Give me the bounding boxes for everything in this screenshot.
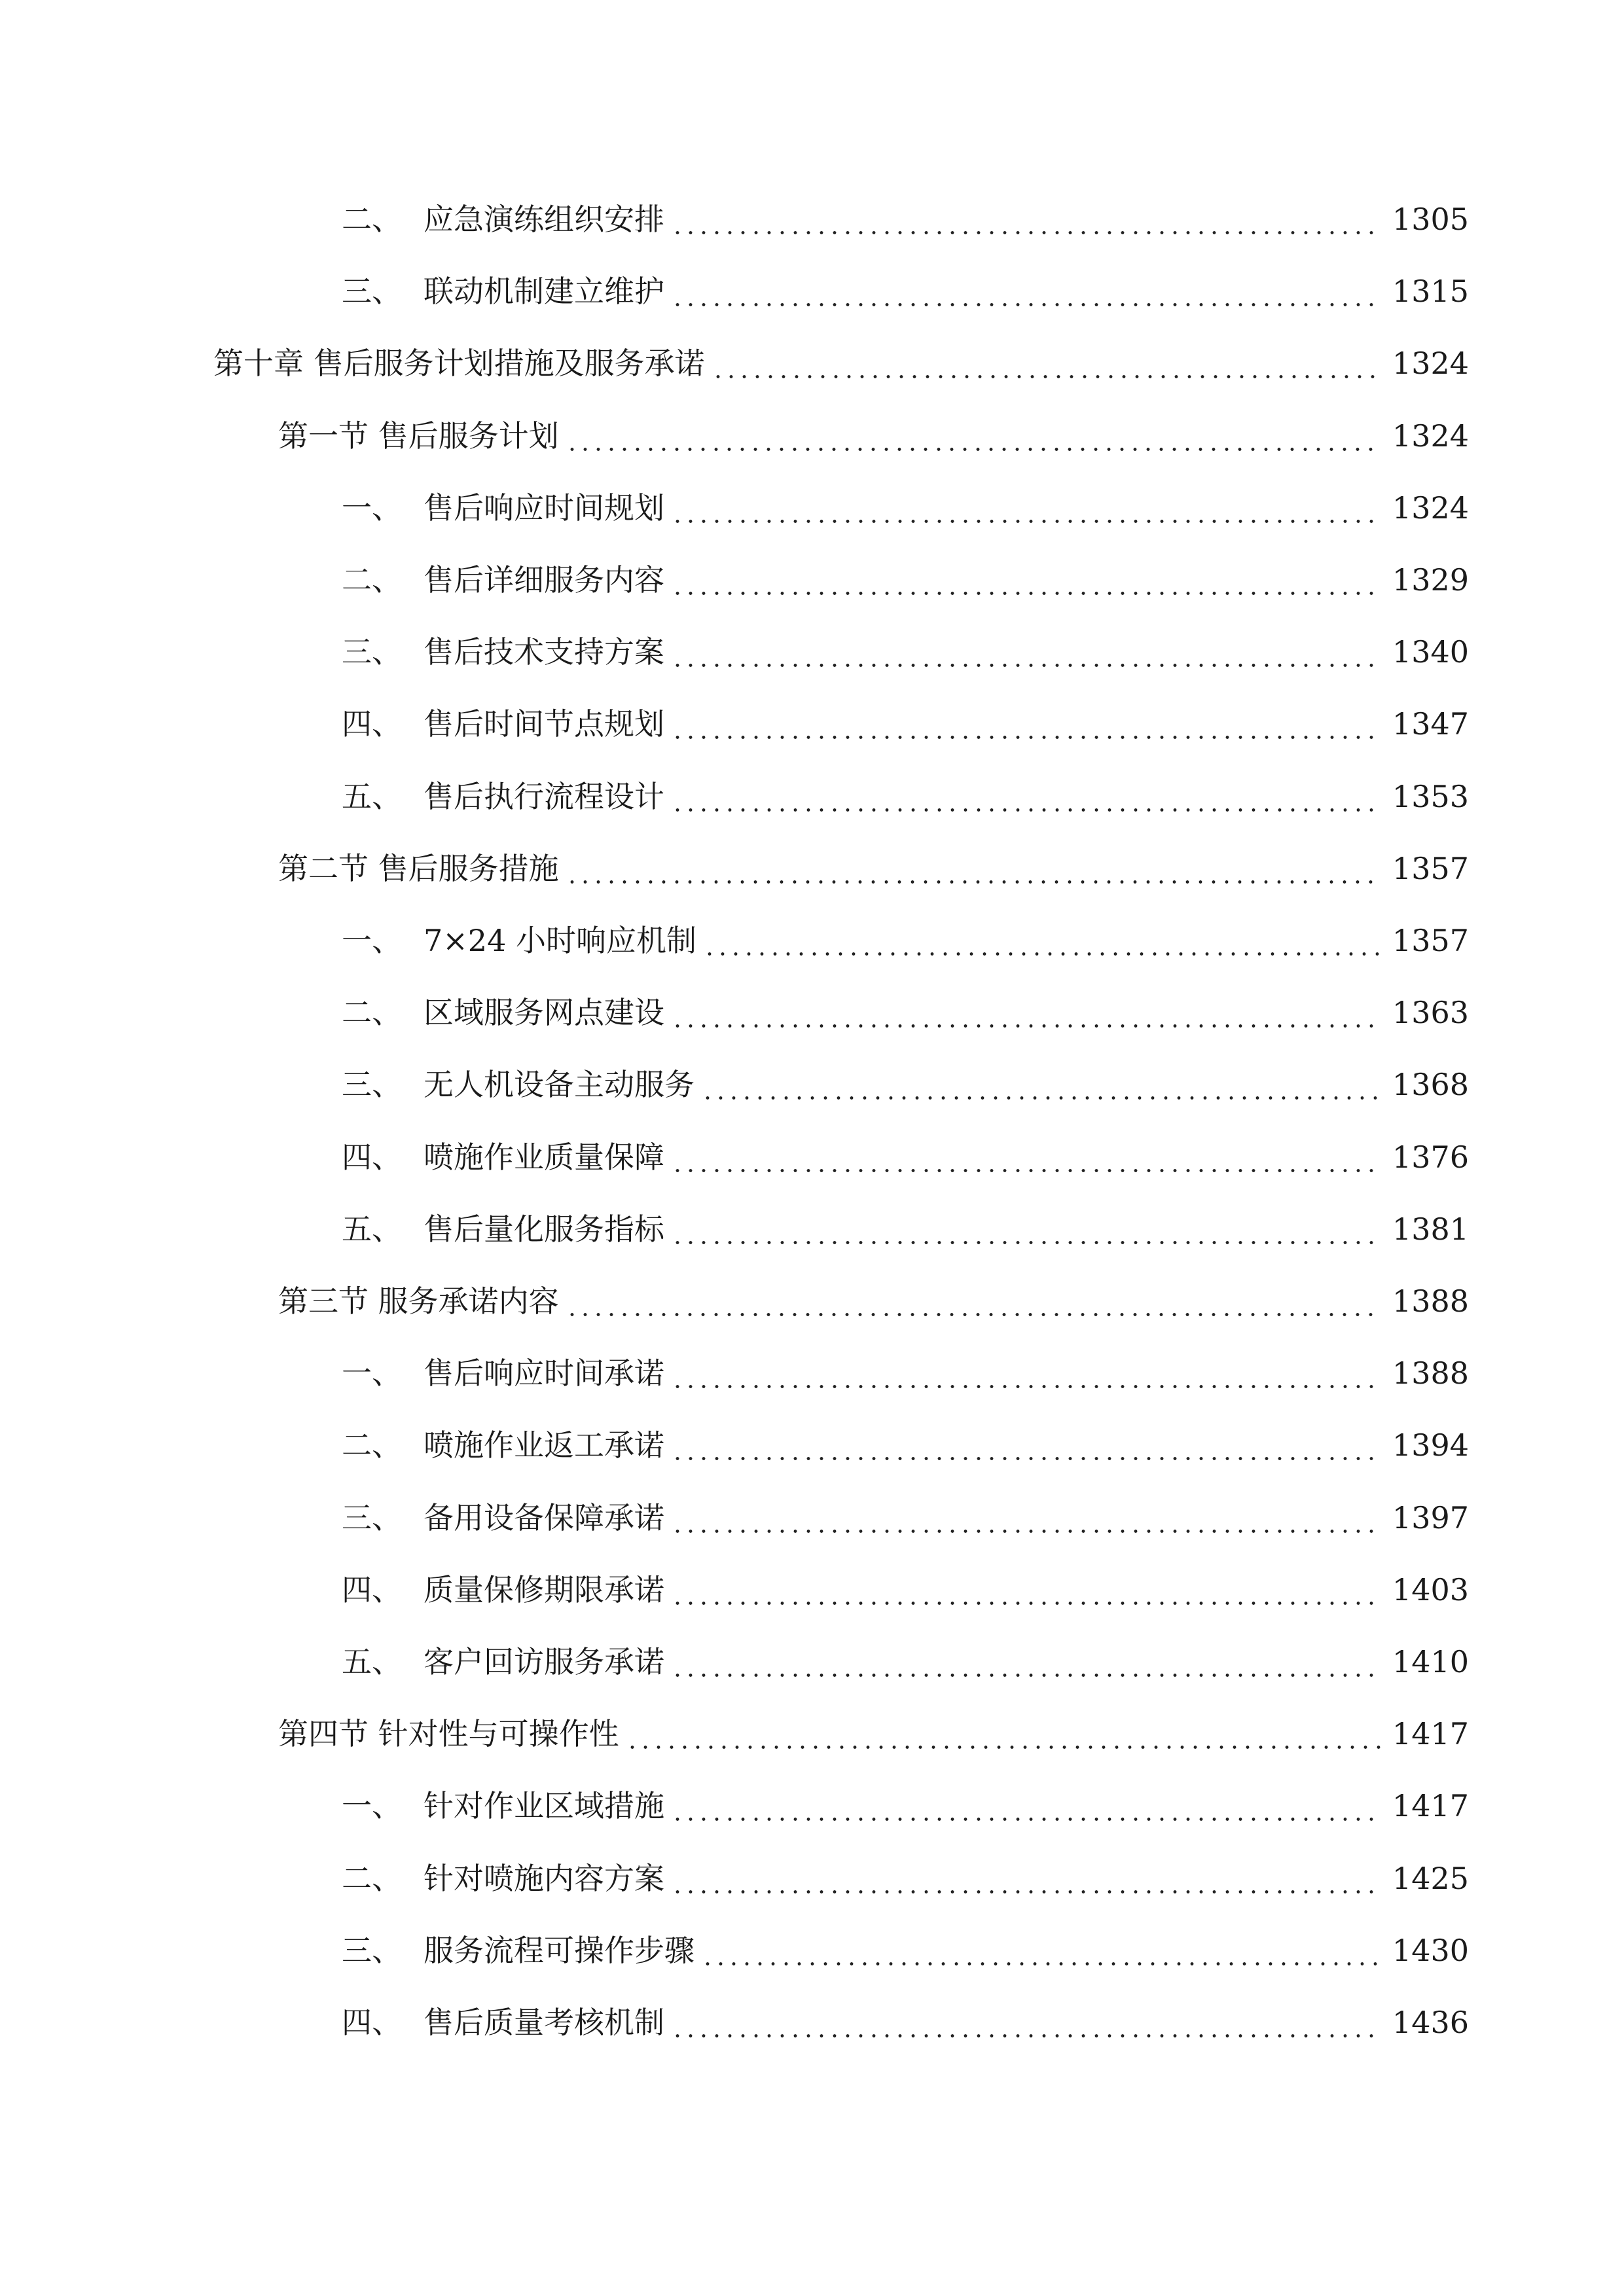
dot-leader [671,1639,1380,1685]
toc-row-section[interactable] [278,846,1469,891]
toc-page-number: 1430 [1392,1933,1469,1968]
toc-entry-title: 售后技术支持方案 [424,634,664,670]
toc-entry-title: 7×24 小时响应机制 [424,923,696,958]
toc-item-number: 二、 [342,1861,402,1896]
toc-row-item[interactable] [342,629,1469,675]
toc-item-number: 三、 [342,1500,402,1535]
toc-entry-title: 第二节 售后服务措施 [278,851,559,886]
dot-leader [701,1062,1380,1107]
toc-item-number: 五、 [342,779,402,814]
toc-page-number: 1394 [1392,1427,1469,1463]
dot-leader [671,557,1380,603]
dot-leader [703,918,1380,963]
toc-page-number: 1376 [1392,1139,1469,1175]
toc-item-number: 四、 [342,1139,402,1175]
toc-entry-title: 备用设备保障承诺 [424,1500,664,1535]
toc-item-number: 二、 [342,995,402,1030]
toc-row-item[interactable] [342,701,1469,747]
toc-page-number: 1357 [1392,851,1469,886]
dot-leader [671,268,1380,314]
toc-page-number: 1329 [1392,562,1469,598]
toc-entry-title: 客户回访服务承诺 [424,1644,664,1679]
toc-page-number: 1388 [1392,1355,1469,1391]
toc-item-number: 二、 [342,202,402,237]
toc-entry-title: 针对作业区域措施 [424,1788,664,1823]
toc-page-number: 1417 [1392,1716,1469,1751]
toc-row-item[interactable] [342,485,1469,531]
toc-page-number: 1403 [1392,1572,1469,1607]
toc-entry-title: 针对喷施内容方案 [424,1861,664,1896]
toc-row-item[interactable] [342,1422,1469,1468]
dot-leader [671,701,1380,747]
toc-entry-title: 售后时间节点规划 [424,706,664,742]
toc-row-section[interactable] [278,413,1469,459]
toc-entry-title: 第一节 售后服务计划 [278,418,559,454]
toc-row-chapter[interactable] [213,340,1469,386]
toc-page-number: 1353 [1392,779,1469,814]
toc-item-number: 一、 [342,1355,402,1391]
toc-item-number: 五、 [342,1644,402,1679]
toc-page-number: 1305 [1392,202,1469,237]
dot-leader [671,1134,1380,1180]
toc-entry-title: 无人机设备主动服务 [424,1067,695,1102]
dot-leader [671,1783,1380,1829]
toc-entry-title: 售后执行流程设计 [424,779,664,814]
toc-page-number: 1436 [1392,2005,1469,2040]
toc-page-number: 1397 [1392,1500,1469,1535]
dot-leader [671,1495,1380,1541]
toc-item-number: 二、 [342,562,402,598]
toc-page-number: 1368 [1392,1067,1469,1102]
toc-row-item[interactable] [342,1567,1469,1613]
toc-row-item[interactable] [342,1206,1469,1252]
dot-leader [671,1206,1380,1252]
dot-leader [671,1856,1380,1901]
dot-leader [671,485,1380,531]
toc-entry-title: 售后质量考核机制 [424,2005,664,2040]
toc-entry-title: 喷施作业质量保障 [424,1139,664,1175]
toc-row-item[interactable] [342,2000,1469,2045]
toc-item-number: 一、 [342,1788,402,1823]
toc-row-section[interactable] [278,1711,1469,1757]
dot-leader [671,990,1380,1035]
toc-row-item[interactable] [342,1495,1469,1541]
toc-entry-title: 第四节 针对性与可操作性 [278,1716,619,1751]
toc-item-number: 五、 [342,1211,402,1247]
toc-row-item[interactable] [342,1350,1469,1396]
toc-entry-title: 质量保修期限承诺 [424,1572,664,1607]
toc-row-item[interactable] [342,196,1469,242]
dot-leader [671,1422,1380,1468]
toc-page-number: 1340 [1392,634,1469,670]
dot-leader [626,1711,1380,1757]
dot-leader [671,2000,1380,2045]
toc-row-item[interactable] [342,1134,1469,1180]
toc-row-item[interactable] [342,268,1469,314]
toc-item-number: 三、 [342,634,402,670]
toc-page-number: 1410 [1392,1644,1469,1679]
toc-page-number: 1347 [1392,706,1469,742]
toc-item-number: 三、 [342,274,402,309]
toc-item-number: 三、 [342,1933,402,1968]
toc-entry-title: 第三节 服务承诺内容 [278,1283,559,1319]
toc-row-item[interactable] [342,1856,1469,1901]
toc-page-number: 1417 [1392,1788,1469,1823]
toc-item-number: 二、 [342,1427,402,1463]
toc-page-number: 1324 [1392,418,1469,454]
toc-row-item[interactable] [342,1928,1469,1973]
toc-item-number: 一、 [342,490,402,526]
toc-row-item[interactable] [342,918,1469,963]
toc-page-number: 1363 [1392,995,1469,1030]
dot-leader [671,1350,1380,1396]
toc-page-number: 1388 [1392,1283,1469,1319]
dot-leader [566,1278,1380,1324]
toc-row-section[interactable] [278,1278,1469,1324]
toc-page-number: 1381 [1392,1211,1469,1247]
toc-entry-title: 联动机制建立维护 [424,274,664,309]
toc-entry-title: 售后响应时间规划 [424,490,664,526]
toc-item-number: 四、 [342,706,402,742]
toc-row-item[interactable] [342,990,1469,1035]
toc-entry-title: 应急演练组织安排 [424,202,664,237]
toc-entry-title: 喷施作业返工承诺 [424,1427,664,1463]
dot-leader [566,846,1380,891]
toc-item-number: 四、 [342,1572,402,1607]
dot-leader [566,413,1380,459]
toc-entry-title: 服务流程可操作步骤 [424,1933,695,1968]
toc-row-item[interactable] [342,1639,1469,1685]
toc-item-number: 三、 [342,1067,402,1102]
dot-leader [671,1567,1380,1613]
toc-entry-title: 售后响应时间承诺 [424,1355,664,1391]
toc-page-number: 1357 [1392,923,1469,958]
dot-leader [671,774,1380,819]
toc-page-number: 1324 [1392,346,1469,381]
toc-item-number: 四、 [342,2005,402,2040]
toc-item-number: 一、 [342,923,402,958]
toc-entry-title: 售后量化服务指标 [424,1211,664,1247]
toc-row-item[interactable] [342,557,1469,603]
toc-row-item[interactable] [342,774,1469,819]
toc-entry-title: 第十章 售后服务计划措施及服务承诺 [213,346,705,381]
dot-leader [671,196,1380,242]
toc-row-item[interactable] [342,1062,1469,1107]
dot-leader [671,629,1380,675]
toc-entry-title: 区域服务网点建设 [424,995,664,1030]
toc-page-number: 1315 [1392,274,1469,309]
dot-leader [701,1928,1380,1973]
toc-page-number: 1425 [1392,1861,1469,1896]
toc-page-number: 1324 [1392,490,1469,526]
toc-row-item[interactable] [342,1783,1469,1829]
dot-leader [712,340,1380,386]
toc-entry-title: 售后详细服务内容 [424,562,664,598]
